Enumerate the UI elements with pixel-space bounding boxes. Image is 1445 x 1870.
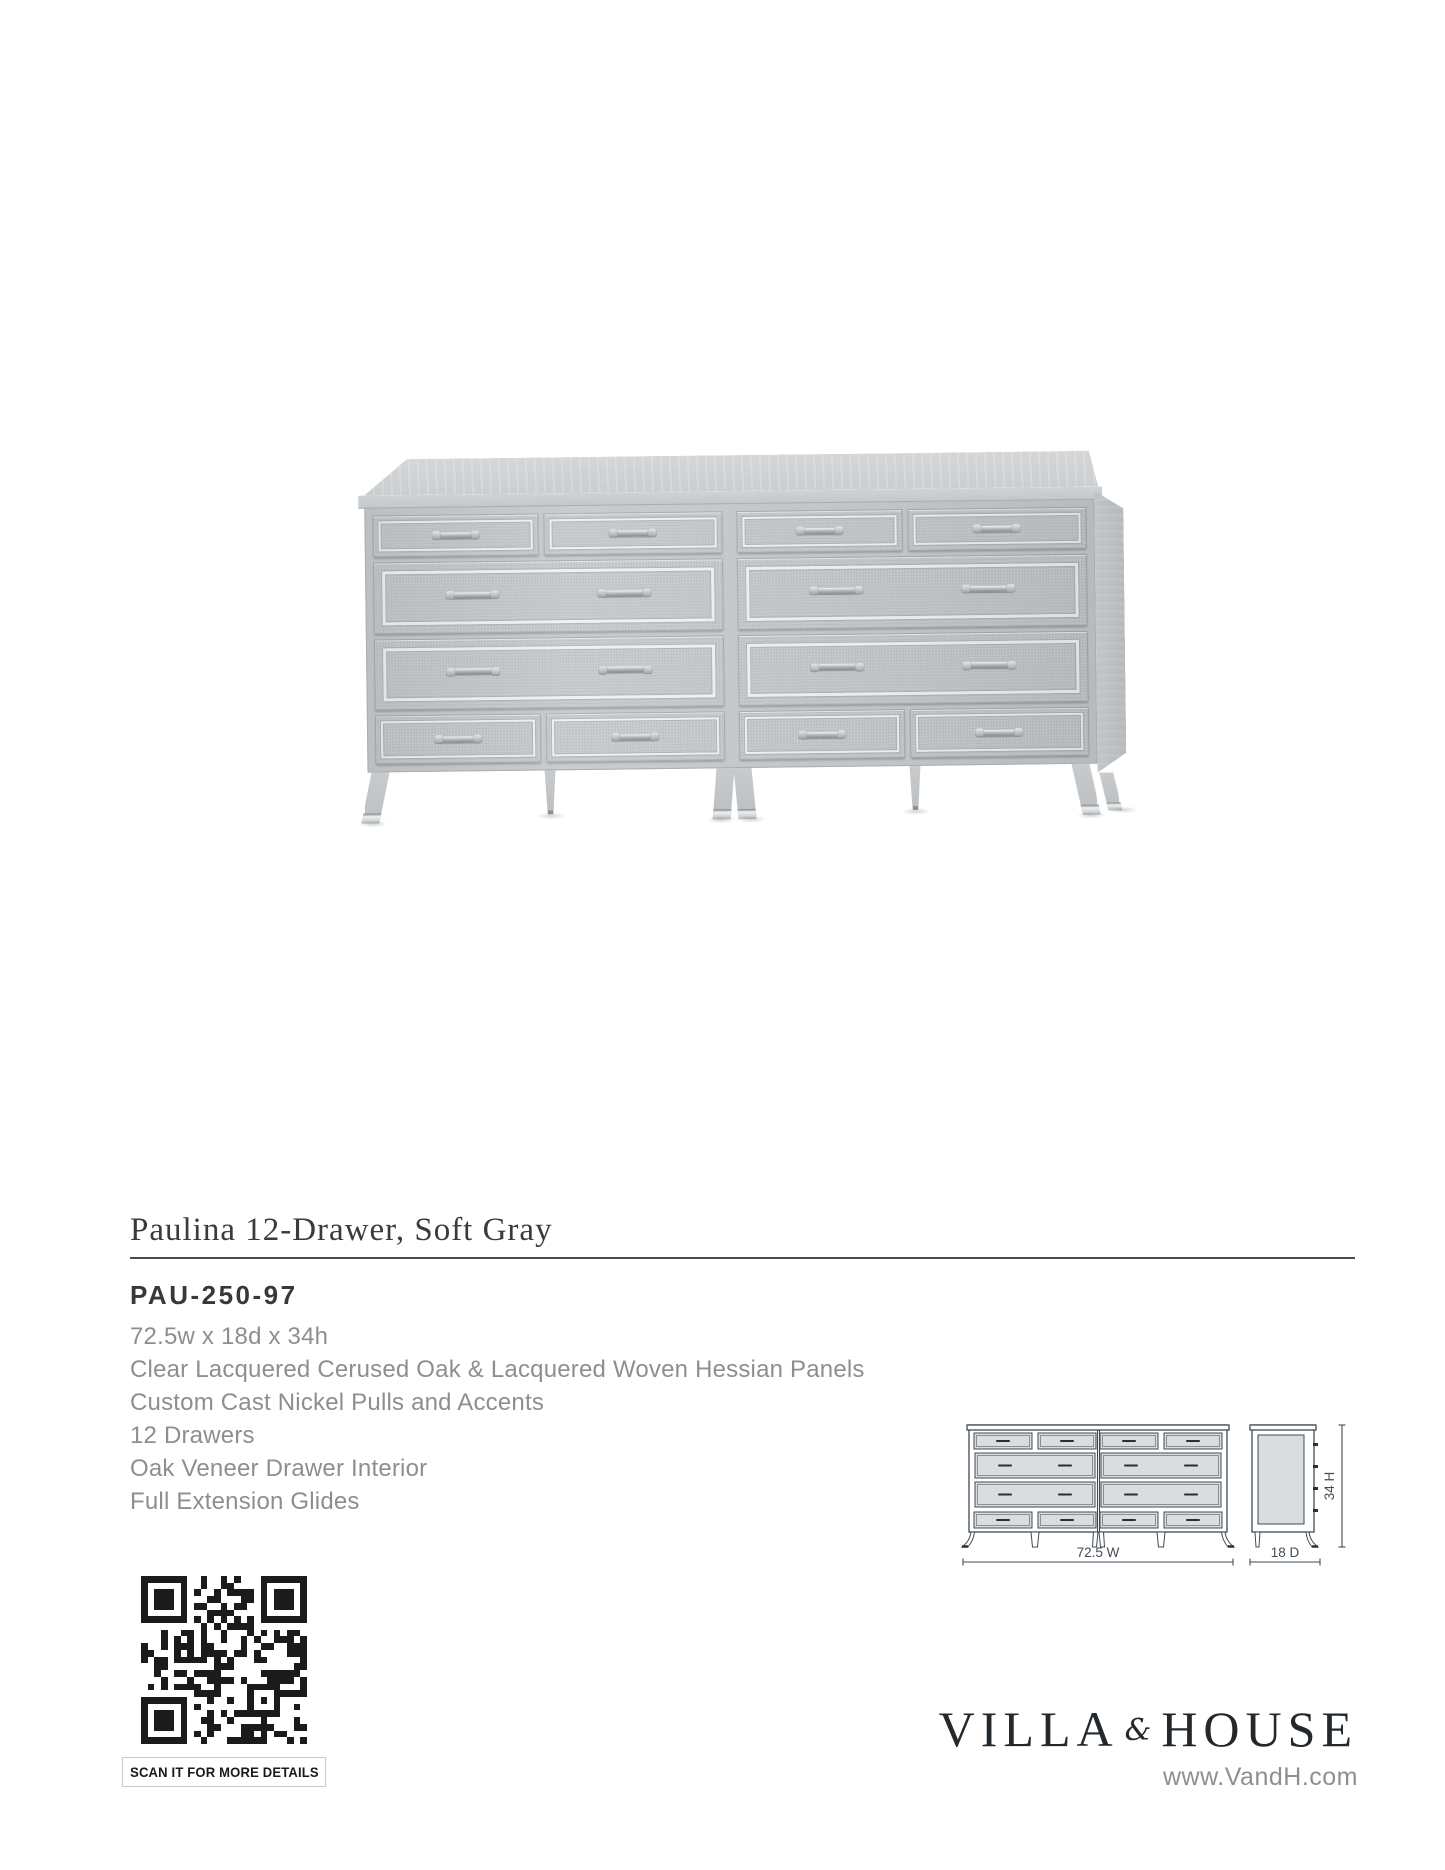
brand-website[interactable]: www.VandH.com [1163,1763,1358,1791]
logo-villa: VILLA [938,1701,1119,1757]
drawer [375,714,541,765]
floor-shadow [1076,812,1106,819]
drawer-pull [613,734,657,741]
drawer-pull [963,585,1013,592]
height-dimension-label: 34 H [1322,1471,1337,1501]
logo-ampersand: & [1124,1713,1152,1748]
drawer-trim [747,639,1080,697]
spec-line: 72.5w x 18d x 34h [130,1323,329,1350]
drawer-pull [800,731,844,738]
drawer-pull [811,587,861,594]
spec-list [130,1320,865,1518]
spec-line: Full Extension Glides [130,1488,360,1515]
drawer [737,554,1088,630]
floor-shadow [1108,806,1138,813]
depth-dimension-label: 18 D [1270,1545,1300,1560]
drawer [546,711,726,762]
logo-house: HOUSE [1161,1701,1358,1757]
drawer-pull [611,530,655,537]
drawer-pull [433,532,477,539]
floor-shadow [358,820,388,827]
dresser-leg [1099,772,1122,810]
spec-line: Clear Lacquered Cerused Oak & Lacquered Woven Hessian Panels [130,1356,865,1383]
dresser-leg [1071,764,1100,815]
dimension-diagram [955,1412,1365,1582]
product-photo [358,455,1128,835]
dresser-right-half [736,507,1089,760]
dresser-leg [734,768,757,819]
drawer-pull [447,592,497,599]
drawer [736,509,902,553]
drawer-pull [964,662,1014,669]
spec-line: Oak Veneer Drawer Interior [130,1455,428,1482]
product-sku: PAU-250-97 [130,1280,298,1310]
dresser-leg [544,770,558,814]
drawer-pull [812,664,862,671]
drawer [738,630,1089,706]
qr-code [141,1576,307,1744]
drawer-trim [383,644,716,702]
dresser-side-panel [1094,490,1126,772]
drawer [543,511,723,555]
drawer-pull [599,590,649,597]
floor-shadow [536,812,566,819]
spec-line: 12 Drawers [130,1422,255,1449]
dresser-leg [713,768,735,819]
drawer-pull [436,736,480,743]
qr-caption: SCAN IT FOR MORE DETAILS [129,1764,319,1780]
width-dimension-label: 72.5 W [1076,1545,1120,1560]
dresser-case [364,499,1097,773]
drawer-trim [746,563,1079,621]
qr-caption-box [122,1757,326,1787]
drawer [372,513,538,557]
drawer [907,507,1087,551]
title-divider [130,1257,1355,1259]
drawer [739,709,905,760]
drawer-pull [600,666,650,673]
drawer [373,558,724,634]
dresser-leg [908,766,922,810]
floor-shadow [736,816,766,823]
product-title: Paulina 12-Drawer, Soft Gray [130,1212,553,1248]
drawer [374,635,725,711]
drawer-pull [797,528,841,535]
drawer-pull [975,526,1019,533]
diagram-side-view [1250,1425,1346,1566]
floor-shadow [706,816,736,823]
drawer-pull [977,729,1021,736]
dresser-leg [361,772,389,823]
dresser-left-half [372,511,725,764]
drawer-pull [448,668,498,675]
floor-shadow [901,808,931,815]
diagram-front-view [962,1425,1234,1566]
dresser-illustration [356,450,1131,839]
brand-logo [939,1700,1358,1758]
drawer [909,707,1089,758]
drawer-trim [382,567,715,625]
spec-line: Custom Cast Nickel Pulls and Accents [130,1389,545,1416]
